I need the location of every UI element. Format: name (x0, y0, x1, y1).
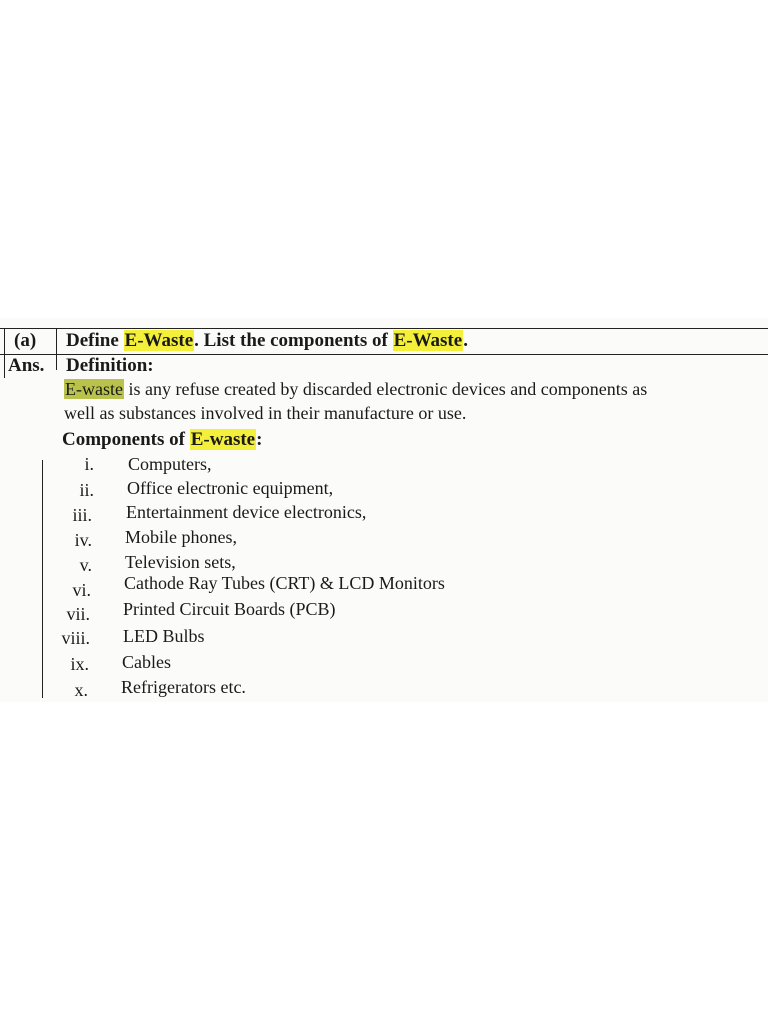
list-item-number: x. (74, 680, 88, 700)
list-item-number: v. (79, 555, 92, 575)
list-item: Television sets, (125, 552, 236, 572)
list-item: Cables (122, 652, 171, 672)
answer-label: Ans. (8, 355, 45, 376)
table-column-divider (56, 328, 57, 370)
list-item-number: vi. (72, 580, 91, 600)
list-item: Refrigerators etc. (121, 677, 246, 697)
question-prefix: Define (66, 330, 124, 351)
list-item-number: ii. (79, 480, 94, 500)
components-heading-suffix: : (256, 429, 263, 450)
list-item: Cathode Ray Tubes (CRT) & LCD Monitors (124, 573, 445, 593)
definition-line: well as substances involved in their manufacture or use. (64, 403, 467, 423)
highlight-term: E-waste (190, 429, 256, 450)
list-item: Computers, (128, 454, 212, 474)
question-middle: . List the components of (194, 330, 393, 351)
components-heading (62, 430, 262, 449)
highlight-term: E-Waste (124, 330, 194, 351)
components-heading-prefix: Components of (62, 429, 190, 450)
list-item-number: ix. (70, 654, 89, 674)
question-text (66, 331, 468, 350)
highlight-term: E-waste (65, 379, 123, 399)
question-suffix: . (463, 330, 468, 351)
list-item-number: iii. (72, 505, 92, 525)
list-item: LED Bulbs (123, 626, 205, 646)
list-item: Printed Circuit Boards (PCB) (123, 599, 336, 619)
list-item: Entertainment device electronics, (126, 502, 367, 522)
list-item-number: iv. (74, 530, 92, 550)
table-top-rule (0, 328, 768, 329)
list-item-number: viii. (61, 628, 90, 648)
definition-line (64, 380, 647, 398)
list-item: Office electronic equipment, (127, 478, 334, 498)
question-number: (a) (14, 330, 37, 351)
definition-heading: Definition: (66, 355, 154, 376)
table-left-border (4, 328, 5, 378)
definition-text: is any refuse created by discarded electronic devices and components as (123, 379, 648, 399)
highlight-term: E-Waste (393, 330, 463, 351)
list-item: Mobile phones, (125, 527, 237, 547)
list-item-number: i. (84, 454, 94, 474)
list-item-number: vii. (66, 604, 90, 624)
